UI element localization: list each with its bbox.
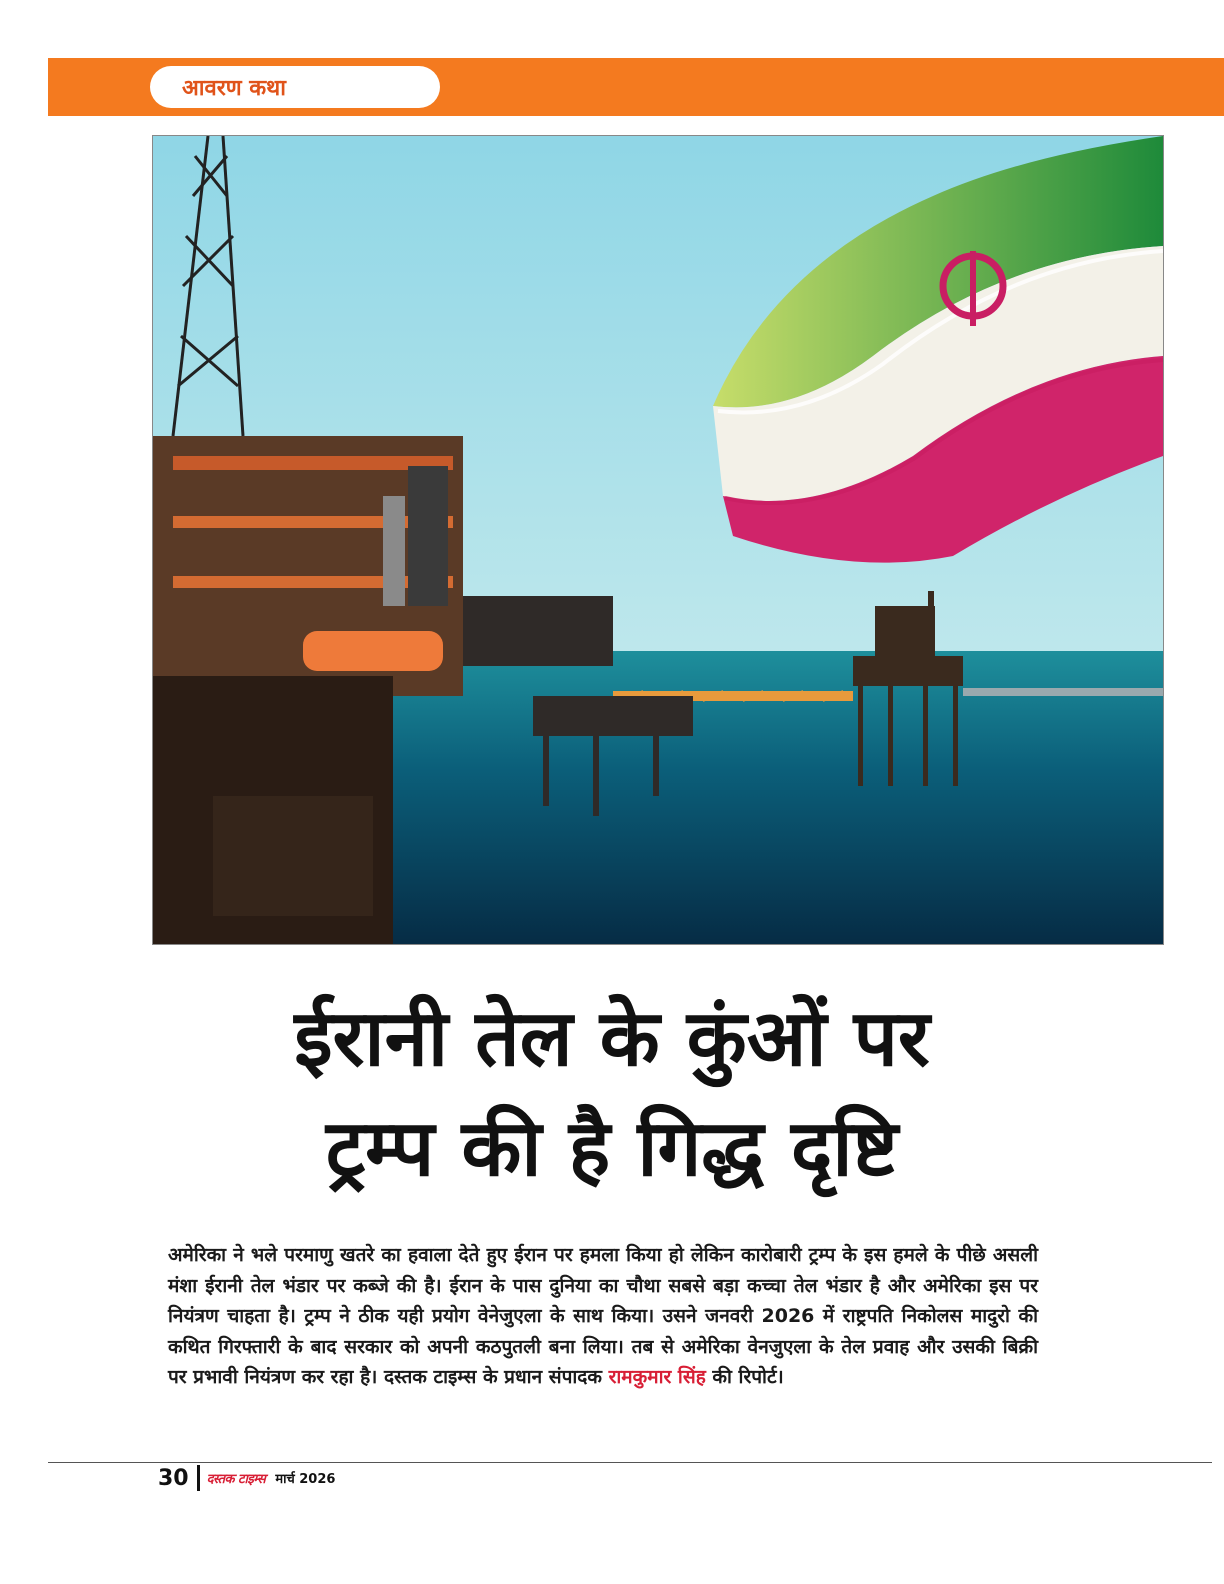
author-name: रामकुमार सिंह bbox=[608, 1366, 706, 1388]
article-deck bbox=[168, 1240, 1038, 1393]
headline-line-2: ट्रम्प की है गिद्ध दृष्टि bbox=[325, 1104, 899, 1194]
footer-separator bbox=[197, 1465, 200, 1491]
hero-image bbox=[152, 135, 1164, 945]
issue-date: मार्च 2026 bbox=[275, 1472, 336, 1487]
page-number: 30 bbox=[158, 1465, 189, 1491]
section-label: आवरण कथा bbox=[182, 76, 286, 101]
magazine-logo: दस्तक टाइम्स bbox=[206, 1472, 266, 1487]
deck-end: की रिपोर्ट। bbox=[712, 1366, 784, 1388]
deck-text: अमेरिका ने भले परमाणु खतरे का हवाला देते हुए ईरान पर हमला किया हो लेकिन कारोबारी ट्रम्प के इस हमले के पीछे असली मंशा ईरानी तेल भंडार पर कब्जे की है। ईरान के पास दुनिया का चौथा सबसे बड़ा कच्चा तेल भंडार है और अमेरिका इस पर नियंत्रण चाहता है। ट्रम्प ने ठीक यही प्रयोग वेनेजुएला के साथ किया। उसने जनवरी 2026 में राष्ट्रपति निकोलस मादुरो की कथित गिरफ्तारी के बाद सरकार को अपनी कठपुतली बना लिया। तब से अमेरिका वेनजुएला के तेल प्रवाह और उसकी बिक्री पर प्रभावी नियंत्रण कर रहा है। दस्तक टाइम्स के प्रधान संपादक bbox=[168, 1244, 1038, 1388]
oil-platform-flag-illustration bbox=[153, 136, 1163, 944]
page-footer bbox=[158, 1466, 335, 1490]
headline-line-1: ईरानी तेल के कुंओं पर bbox=[294, 994, 930, 1084]
footer-divider bbox=[48, 1462, 1212, 1463]
section-tab bbox=[150, 66, 440, 108]
